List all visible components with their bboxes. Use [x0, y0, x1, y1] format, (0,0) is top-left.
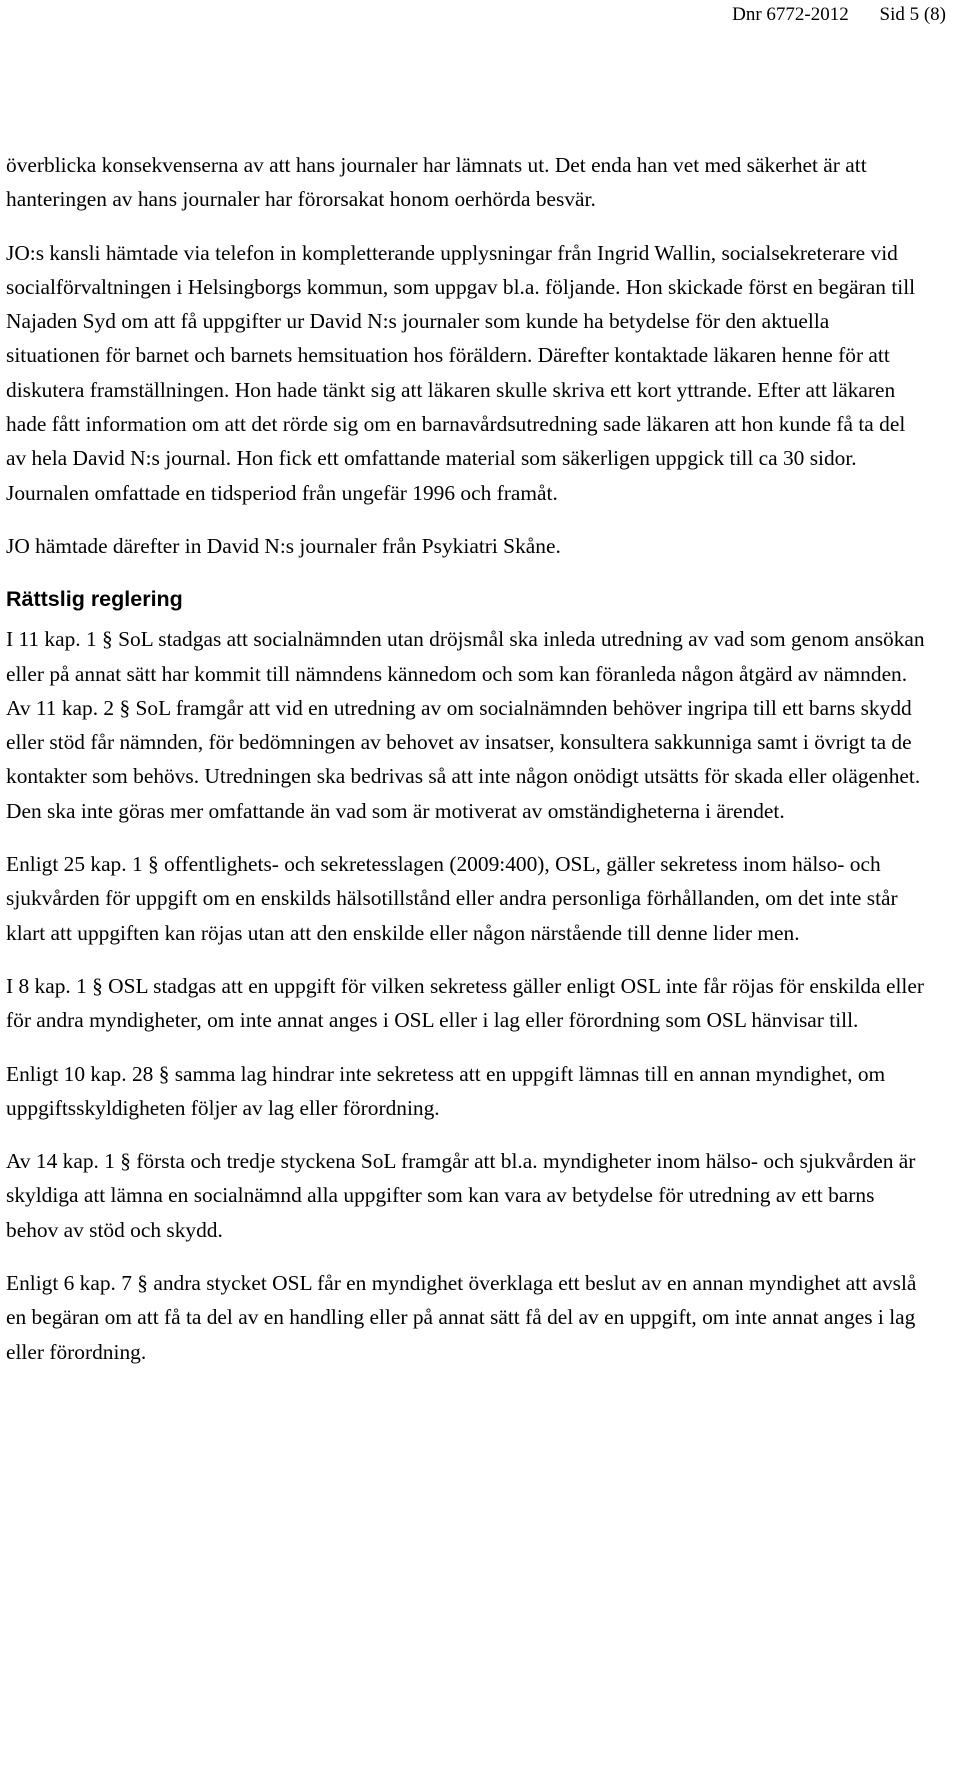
page-number: Sid 5 (8) — [879, 4, 946, 25]
paragraph-5: Enligt 25 kap. 1 § offentlighets- och sekretesslagen (2009:400), OSL, gäller sekretess inom hälso- och sjukvården för uppgift om en enskilds hälsotillstånd eller andra personliga förhållanden, om det inte står klart att uppgiften kan röjas utan att den enskilde eller någon närstående till denne lider men. — [6, 852, 898, 945]
paragraph-7: Enligt 10 kap. 28 § samma lag hindrar inte sekretess att en uppgift lämnas till en annan myndighet, om uppgiftsskyldigheten följer av lag eller förordning. — [6, 1061, 886, 1120]
page-header — [732, 4, 946, 26]
diary-number: Dnr 6772-2012 — [732, 4, 849, 25]
paragraph-1: överblicka konsekvenserna av att hans journaler har lämnats ut. Det enda han vet med säkerhet är att hanteringen av hans journaler har förorsakat honom oerhörda besvär. — [6, 153, 867, 212]
paragraph-8: Av 14 kap. 1 § första och tredje styckena SoL framgår att bl.a. myndigheter inom hälso- och sjukvården är skyldiga att lämna en socialnämnd alla uppgifter som kan vara av betydelse för utredning av ett barns behov av stöd och skydd. — [6, 1149, 916, 1242]
paragraph-3: JO hämtade därefter in David N:s journaler från Psykiatri Skåne. — [6, 533, 561, 558]
paragraph-2: JO:s kansli hämtade via telefon in kompletterande upplysningar från Ingrid Wallin, socialsekreterare vid socialförvaltningen i Helsingborgs kommun, som uppgav bl.a. följande. Hon skickade först en begäran till Najaden Syd om att få uppgifter ur David N:s journaler som kunde ha betydelse för den aktuella situationen för barnet och barnets hemsituation hos föräldern. Därefter kontaktade läkaren henne för att diskutera framställningen. Hon hade tänkt sig att läkaren skulle skriva ett kort yttrande. Efter att läkaren hade fått information om att det rörde sig om en barnavårdsutredning sade läkaren att hon kunde få ta del av hela David N:s journal. Hon fick ett omfattande material som säkerligen uppgick till ca 30 sidor. Journalen omfattade en tidsperiod från ungefär 1996 och framåt. — [6, 240, 916, 505]
paragraph-6: I 8 kap. 1 § OSL stadgas att en uppgift för vilken sekretess gäller enligt OSL inte får röjas för enskilda eller för andra myndigheter, om inte annat anges i OSL eller i lag eller förordning som OSL hänvisar till. — [6, 973, 924, 1033]
section-heading: Rättslig reglering — [6, 587, 183, 612]
paragraph-9: Enligt 6 kap. 7 § andra stycket OSL får en myndighet överklaga ett beslut av en annan myndighet att avslå en begäran om att få ta del av en handling eller på annat sätt få del av en uppgift, om inte annat anges i lag eller förordning. — [6, 1271, 917, 1364]
document-body — [6, 148, 926, 1388]
paragraph-4: I 11 kap. 1 § SoL stadgas att socialnämnden utan dröjsmål ska inleda utredning av vad som genom ansökan eller på annat sätt har kommit till nämndens kännedom och som kan föranleda någon åtgärd av nämnden. Av 11 kap. 2 § SoL framgår att vid en utredning av om socialnämnden behöver ingripa till ett barns skydd eller stöd får nämnden, för bedömningen av behovet av insatser, konsultera sakkunniga samt i övrigt ta de kontakter som behövs. Utredningen ska bedrivas så att inte någon onödigt utsätts för skada eller olägenhet. Den ska inte göras mer omfattande än vad som är motiverat av omständigheterna i ärendet. — [6, 627, 925, 823]
